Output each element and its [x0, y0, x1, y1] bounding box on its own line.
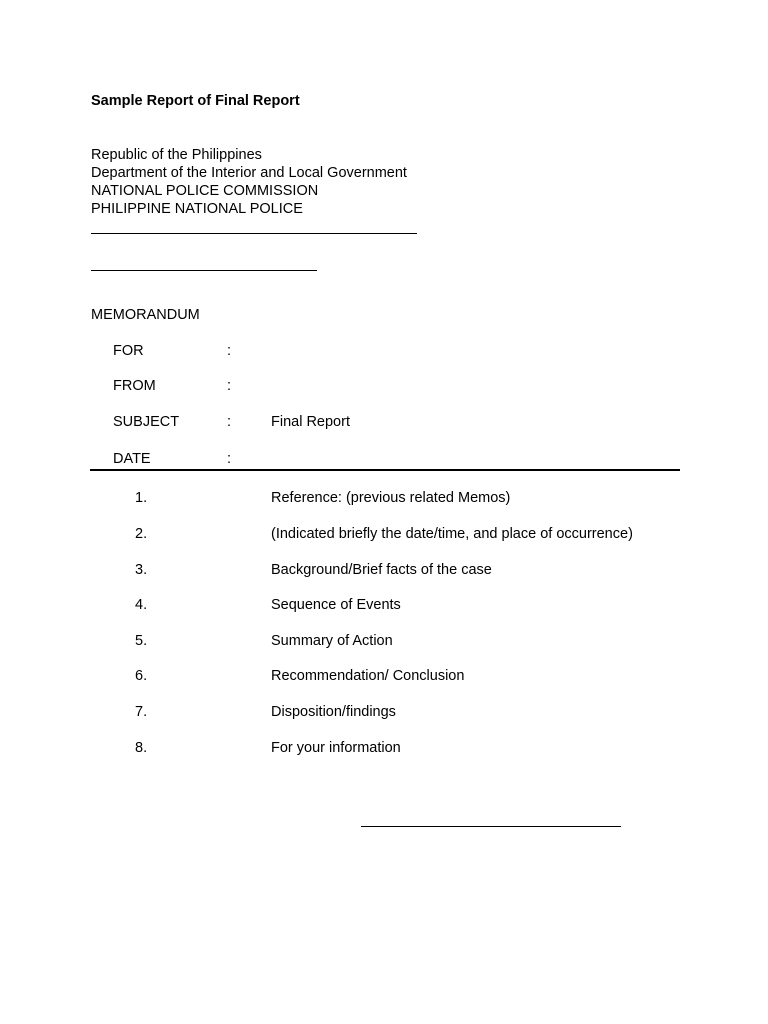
- item-number: 7.: [135, 704, 148, 720]
- header-line-department: Department of the Interior and Local Government: [91, 165, 407, 181]
- signature-line: [361, 826, 621, 827]
- field-colon: :: [227, 378, 232, 394]
- item-text: Recommendation/ Conclusion: [271, 668, 465, 684]
- field-label: FOR: [113, 343, 144, 359]
- item-text: Summary of Action: [271, 633, 393, 649]
- header-line-pnp: PHILIPPINE NATIONAL POLICE: [91, 201, 303, 217]
- memorandum-label: MEMORANDUM: [91, 307, 200, 323]
- item-number: 3.: [135, 562, 148, 578]
- field-colon: :: [227, 414, 232, 430]
- header-line-commission: NATIONAL POLICE COMMISSION: [91, 183, 319, 199]
- header-line-republic: Republic of the Philippines: [91, 147, 262, 163]
- header-underline: [91, 233, 417, 234]
- item-text: (Indicated briefly the date/time, and place of occurrence): [271, 526, 633, 542]
- item-text: Reference: (previous related Memos): [271, 490, 511, 506]
- field-colon: :: [227, 451, 232, 467]
- item-number: 2.: [135, 526, 148, 542]
- field-label: DATE: [113, 451, 151, 467]
- item-number: 1.: [135, 490, 148, 506]
- field-label: SUBJECT: [113, 414, 180, 430]
- item-number: 5.: [135, 633, 148, 649]
- item-text: Disposition/findings: [271, 704, 396, 720]
- item-number: 8.: [135, 740, 148, 756]
- field-value: Final Report: [271, 414, 350, 430]
- field-label: FROM: [113, 378, 156, 394]
- office-blank-line: [91, 270, 317, 271]
- item-number: 4.: [135, 597, 148, 613]
- item-text: Background/Brief facts of the case: [271, 562, 492, 578]
- header-divider-rule: [90, 469, 680, 471]
- item-text: For your information: [271, 740, 401, 756]
- field-colon: :: [227, 343, 232, 359]
- document-title: Sample Report of Final Report: [91, 93, 300, 109]
- item-text: Sequence of Events: [271, 597, 401, 613]
- item-number: 6.: [135, 668, 148, 684]
